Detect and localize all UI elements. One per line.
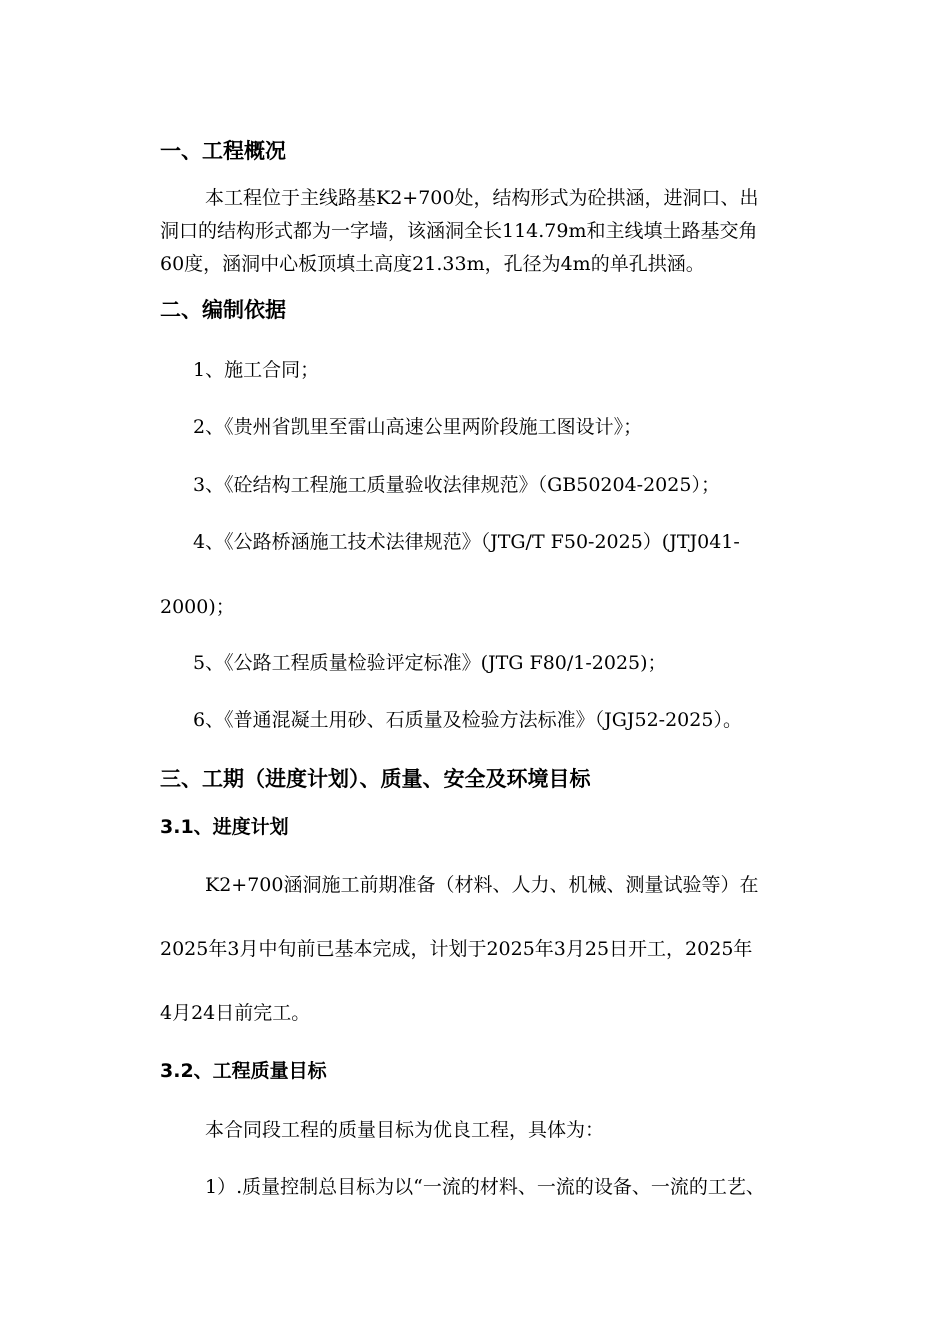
schedule-paragraph-line: 2025年3月中旬前已基本完成，计划于2025年3月25日开工，2025年 [160,938,753,960]
schedule-paragraph-line: K2+700涵洞施工前期准备（材料、人力、机械、测量试验等）在 [205,874,759,896]
section-heading-overview: 一、工程概况 [160,139,286,163]
quality-paragraph-line: 本合同段工程的质量目标为优良工程，具体为： [205,1119,605,1141]
overview-paragraph-line: 60度，涵洞中心板顶填土高度21.33m，孔径为4m的单孔拱涵。 [160,253,705,275]
basis-list-item: 1、施工合同； [193,359,320,381]
basis-list-item: 3、《砼结构工程施工质量验收法律规范》（GB50204-2025）； [193,474,720,496]
subsection-heading-schedule: 3.1、进度计划 [160,816,289,838]
overview-paragraph-line: 洞口的结构形式都为一字墙，该涵洞全长114.79m和主线填土路基交角 [160,220,758,242]
section-heading-targets: 三、工期（进度计划）、质量、安全及环境目标 [160,767,591,791]
basis-list-item: 5、《公路工程质量检验评定标准》(JTG F80/1-2025)； [193,652,667,674]
subsection-heading-quality: 3.2、工程质量目标 [160,1060,327,1082]
basis-list-item: 6、《普通混凝土用砂、石质量及检验方法标准》（JGJ52-2025）。 [193,709,742,731]
section-heading-basis: 二、编制依据 [160,298,286,322]
basis-list-item: 4、《公路桥涵施工技术法律规范》（JTG/T F50-2025）(JTJ041- [193,531,740,553]
quality-paragraph-line: 1）.质量控制总目标为以“一流的材料、一流的设备、一流的工艺、 [205,1176,765,1198]
overview-paragraph-line: 本工程位于主线路基K2+700处，结构形式为砼拱涵，进洞口、出 [205,187,759,209]
basis-list-item-continuation: 2000)； [160,596,235,618]
basis-list-item: 2、《贵州省凯里至雷山高速公里两阶段施工图设计》； [193,416,643,438]
schedule-paragraph-line: 4月24日前完工。 [160,1002,311,1024]
